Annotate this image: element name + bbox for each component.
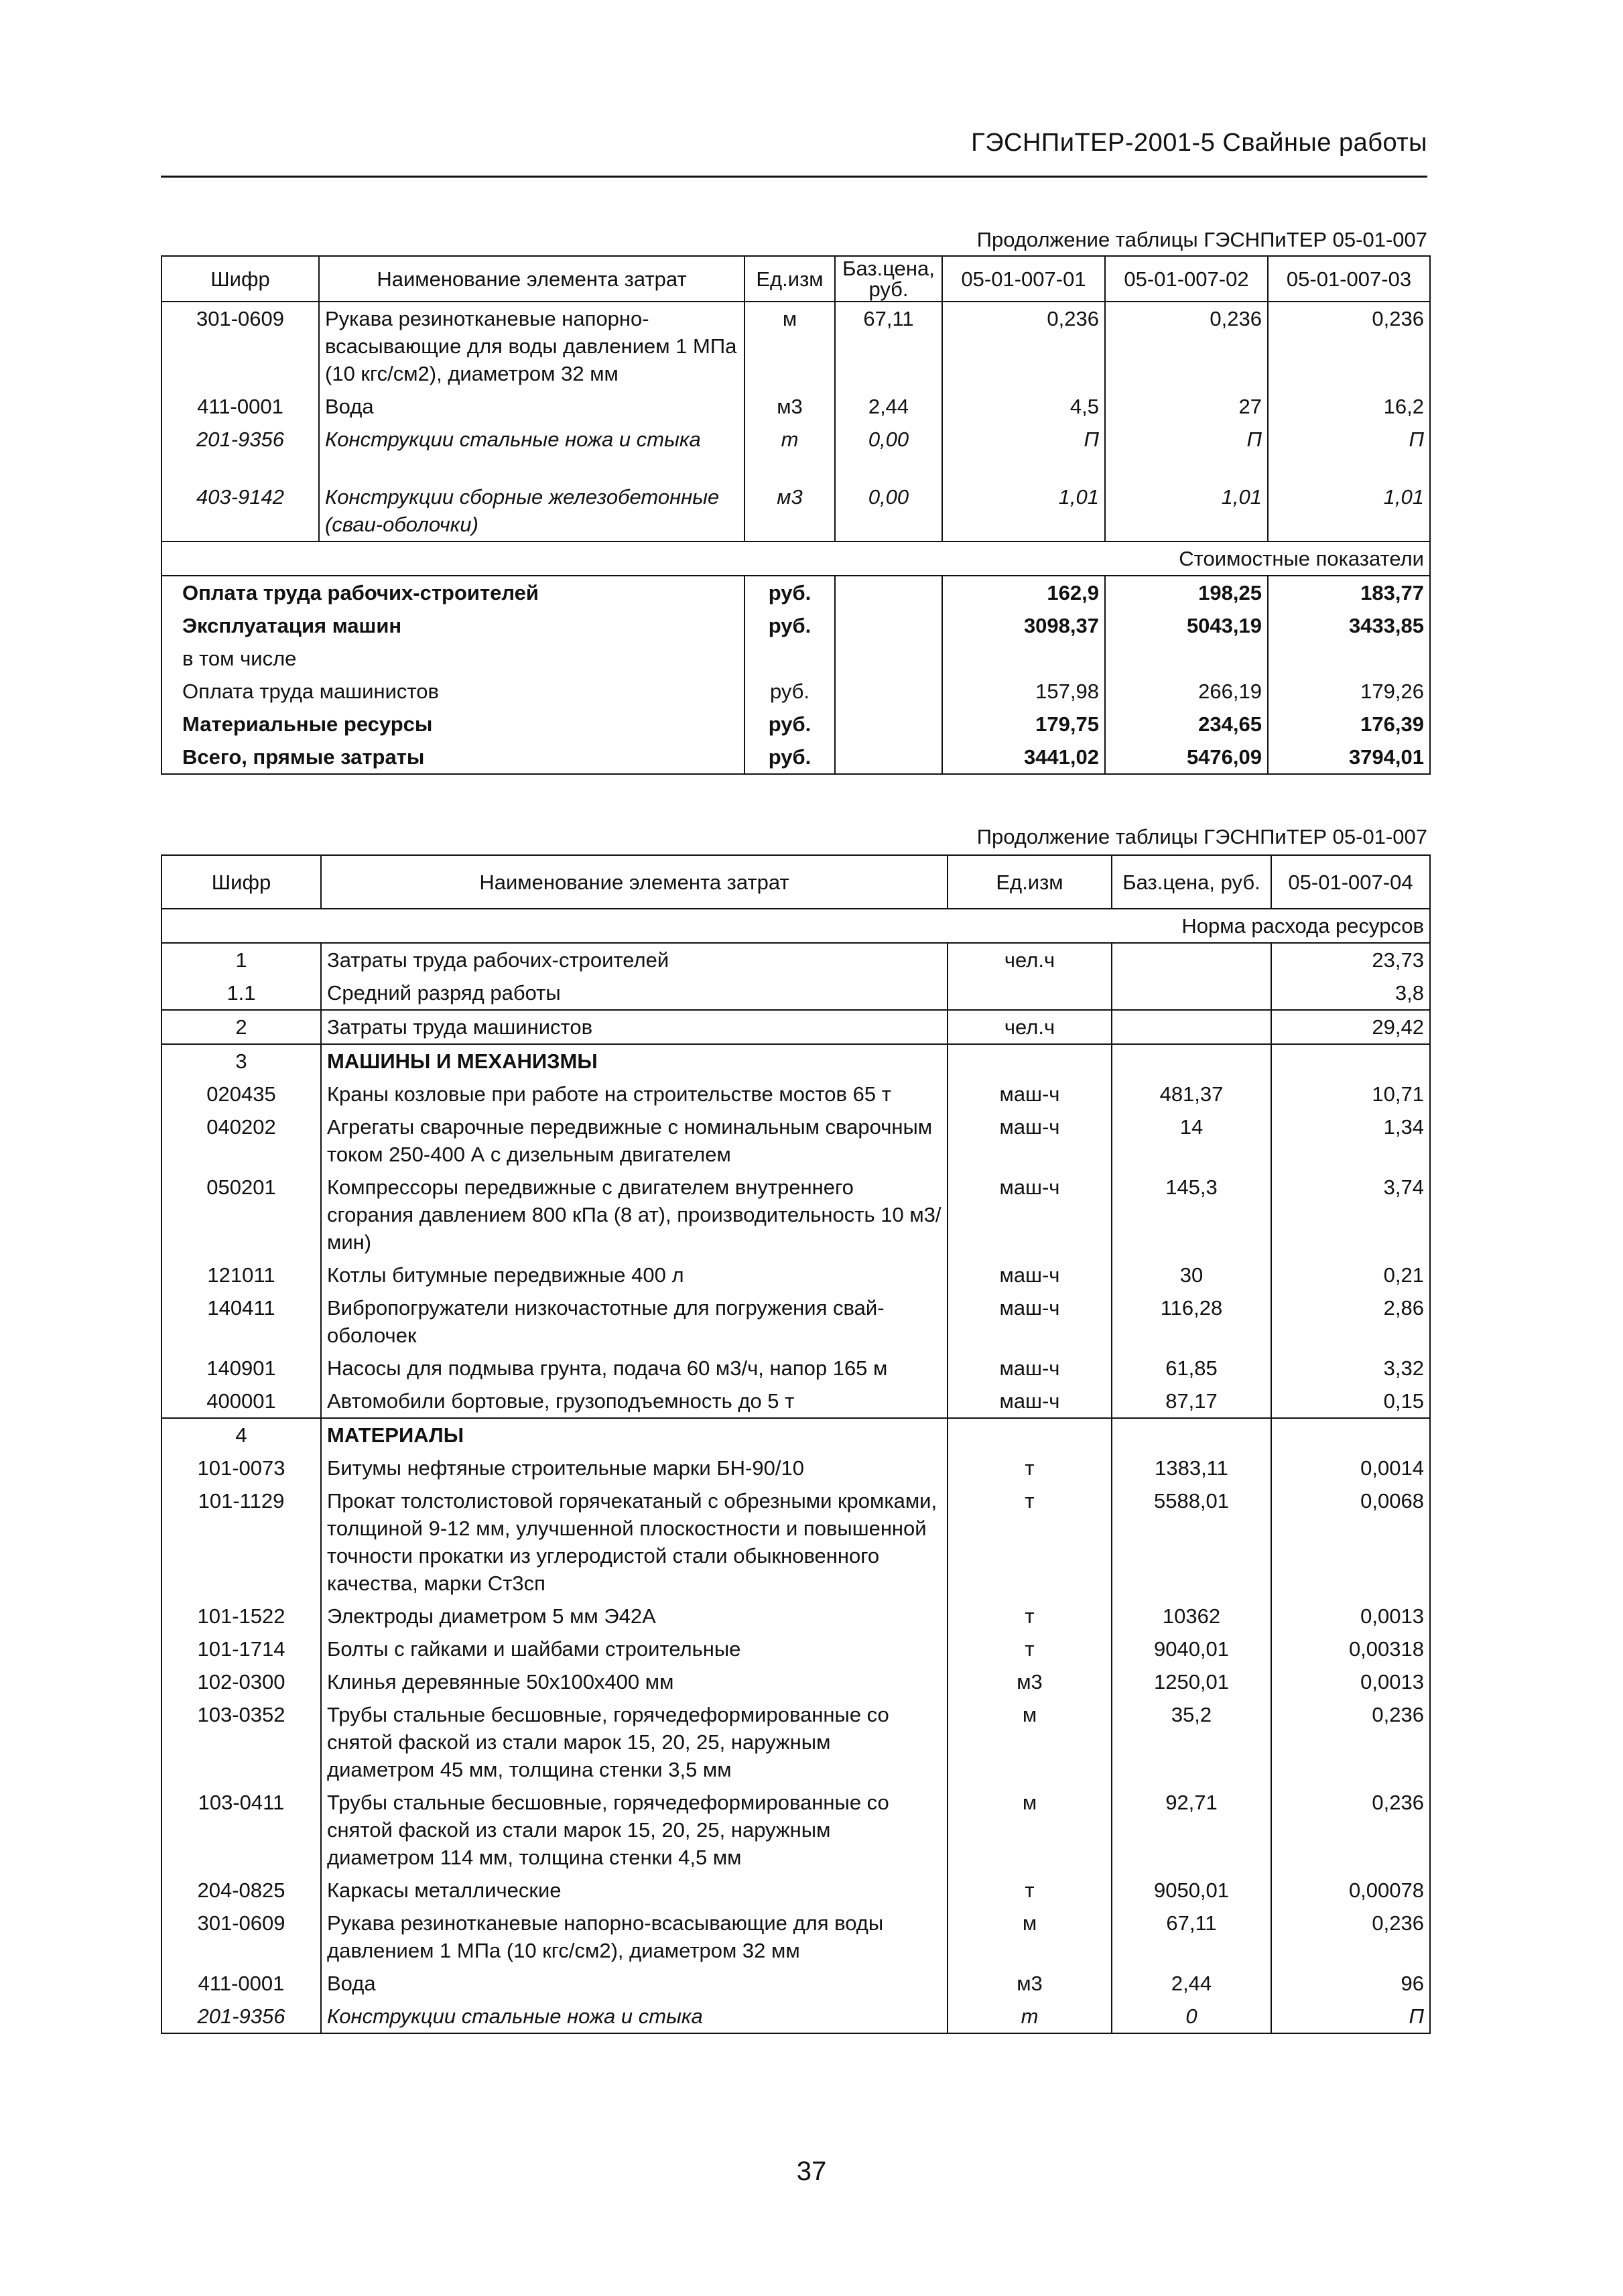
row-code: 201-9356 [161,2000,321,2033]
row-price [1112,1044,1271,1078]
row-unit: маш-ч [948,1078,1112,1110]
cost-price-empty [835,609,942,642]
cost-value-3: 179,26 [1268,675,1430,708]
row-price: 9050,01 [1112,1874,1271,1907]
row-name: Прокат толстолистовой горячекатаный с обрезными кромками, толщиной 9-12 мм, улучшенной плоскостности и повышенной точности прокатки из углеродистой стали обыкновенного качества, марки Ст3сп [321,1484,948,1600]
cost-value-2: 234,65 [1105,708,1268,741]
row-unit: м3 [744,390,835,423]
row-value: 0,15 [1271,1385,1430,1418]
row-value: 1,34 [1271,1110,1430,1171]
cost-unit: руб. [744,576,835,609]
row-code: 411-0001 [161,1967,321,2000]
cost-value-3: 3794,01 [1268,741,1430,774]
table2-caption: Продолжение таблицы ГЭСНПиТЕР 05-01-007 [976,825,1427,848]
cost-value-3: 176,39 [1268,708,1430,741]
row-name: Трубы стальные бесшовные, горячедеформированные со снятой фаской из стали марок 15, 20, 25, наружным диаметром 45 мм, толщина стенки 3,5 мм [321,1698,948,1786]
row-price: 1250,01 [1112,1665,1271,1698]
t2-header-unit: Ед.изм [948,855,1112,909]
cost-label: Всего, прямые затраты [161,741,744,774]
table-1 [161,255,1431,775]
row-value: 0,21 [1271,1259,1430,1291]
row-value: 10,71 [1271,1078,1430,1110]
row-price: 0 [1112,2000,1271,2033]
cost-row [161,609,1430,642]
row-price: 92,71 [1112,1786,1271,1874]
row-unit: м [948,1786,1112,1874]
row-price [1112,1010,1271,1044]
row-name: Клинья деревянные 50х100х400 мм [321,1665,948,1698]
row-code: 101-0073 [161,1452,321,1484]
t1-header-code: Шифр [161,256,319,302]
row-value-3: 16,2 [1268,390,1430,423]
cost-value-1: 157,98 [942,675,1105,708]
row-name: Электроды диаметром 5 мм Э42А [321,1600,948,1633]
cost-value-3: 3433,85 [1268,609,1430,642]
table-row [161,1291,1430,1352]
row-price: 0,00 [835,481,942,541]
row-value: 0,0013 [1271,1665,1430,1698]
cost-price-empty [835,708,942,741]
t2-header-code: Шифр [161,855,321,909]
cost-unit: руб. [744,675,835,708]
row-value: 0,00318 [1271,1633,1430,1665]
row-price: 67,11 [835,302,942,390]
cost-value-3: 183,77 [1268,576,1430,609]
row-price: 14 [1112,1110,1271,1171]
t1-header-col1: 05-01-007-01 [942,256,1105,302]
cost-row [161,741,1430,774]
table1-caption: Продолжение таблицы ГЭСНПиТЕР 05-01-007 [976,228,1427,251]
row-price: 1383,11 [1112,1452,1271,1484]
row-code: 101-1714 [161,1633,321,1665]
row-value-3: 1,01 [1268,481,1430,541]
row-code: 040202 [161,1110,321,1171]
row-name: Затраты труда рабочих-строителей [321,943,948,976]
row-value: 0,0014 [1271,1452,1430,1484]
row-code: 101-1129 [161,1484,321,1600]
row-code: 140901 [161,1352,321,1385]
row-name: Конструкции стальные ножа и стыка [319,423,744,481]
cost-value-1 [942,642,1105,675]
cost-value-3 [1268,642,1430,675]
table-row [161,1044,1430,1078]
table-row [161,1633,1430,1665]
row-value: 0,0013 [1271,1600,1430,1633]
row-name: Затраты труда машинистов [321,1010,948,1044]
section-row [161,541,1430,576]
cost-value-2: 5043,19 [1105,609,1268,642]
section-label: Норма расхода ресурсов [161,909,1430,943]
row-price: 0,00 [835,423,942,481]
cost-unit: руб. [744,609,835,642]
cost-value-2: 198,25 [1105,576,1268,609]
row-code: 204-0825 [161,1874,321,1907]
table-row [161,1967,1430,2000]
table-row [161,423,1430,481]
row-value-3: 0,236 [1268,302,1430,390]
table-row [161,1786,1430,1874]
row-price [1112,1418,1271,1452]
row-name: Вода [321,1967,948,2000]
row-unit: маш-ч [948,1171,1112,1259]
row-name: Болты с гайками и шайбами строительные [321,1633,948,1665]
row-name: Рукава резинотканевые напорно-всасывающие для воды давлением 1 МПа (10 кгс/см2), диаметром 32 мм [319,302,744,390]
row-name: Агрегаты сварочные передвижные с номинальным сварочным током 250-400 А с дизельным двигателем [321,1110,948,1171]
table-row [161,1698,1430,1786]
table-row [161,1665,1430,1698]
row-name: Трубы стальные бесшовные, горячедеформированные со снятой фаской из стали марок 15, 20, 25, наружным диаметром 114 мм, толщина стенки 4,5 мм [321,1786,948,1874]
row-code: 1.1 [161,976,321,1010]
table-row [161,1452,1430,1484]
row-unit: т [948,1633,1112,1665]
row-value [1271,1418,1430,1452]
row-value: 0,236 [1271,1907,1430,1967]
table-row [161,1171,1430,1259]
row-name: Краны козловые при работе на строительстве мостов 65 т [321,1078,948,1110]
row-name: Каркасы металлические [321,1874,948,1907]
row-code: 2 [161,1010,321,1044]
row-code: 102-0300 [161,1665,321,1698]
table-row [161,1078,1430,1110]
row-value-1: 4,5 [942,390,1105,423]
row-price: 5588,01 [1112,1484,1271,1600]
cost-label: в том числе [161,642,744,675]
cost-price-empty [835,741,942,774]
row-price: 30 [1112,1259,1271,1291]
row-unit: маш-ч [948,1291,1112,1352]
cost-row [161,576,1430,609]
header-rule [161,176,1427,178]
table-row [161,390,1430,423]
t1-header-name: Наименование элемента затрат [319,256,744,302]
t1-header-col3: 05-01-007-03 [1268,256,1430,302]
row-unit [948,976,1112,1010]
row-value-2: 0,236 [1105,302,1268,390]
row-price: 35,2 [1112,1698,1271,1786]
table-row [161,1010,1430,1044]
row-unit: т [948,1874,1112,1907]
row-unit: т [744,423,835,481]
cost-label: Оплата труда рабочих-строителей [161,576,744,609]
page-header-title: ГЭСНПиТЕР-2001-5 Свайные работы [971,129,1427,157]
row-code: 050201 [161,1171,321,1259]
cost-value-1: 179,75 [942,708,1105,741]
table-2 [161,854,1431,2034]
row-value: 3,8 [1271,976,1430,1010]
row-unit: т [948,1600,1112,1633]
row-unit: маш-ч [948,1110,1112,1171]
row-unit: м3 [948,1665,1112,1698]
cost-label: Эксплуатация машин [161,609,744,642]
row-value-2: 27 [1105,390,1268,423]
row-unit: м [744,302,835,390]
table-row [161,1907,1430,1967]
row-code: 3 [161,1044,321,1078]
row-unit [948,1044,1112,1078]
row-price: 116,28 [1112,1291,1271,1352]
row-value: 29,42 [1271,1010,1430,1044]
row-value: 23,73 [1271,943,1430,976]
row-name: МАШИНЫ И МЕХАНИЗМЫ [321,1044,948,1078]
row-price: 87,17 [1112,1385,1271,1418]
row-unit: т [948,1452,1112,1484]
row-value: П [1271,2000,1430,2033]
t2-header-price: Баз.цена, руб. [1112,855,1271,909]
row-value-1: П [942,423,1105,481]
row-code: 4 [161,1418,321,1452]
row-unit: маш-ч [948,1385,1112,1418]
table-row [161,302,1430,390]
page-number: 37 [796,2157,827,2186]
row-name: Рукава резинотканевые напорно-всасывающие для воды давлением 1 МПа (10 кгс/см2), диаметром 32 мм [321,1907,948,1967]
row-unit: маш-ч [948,1352,1112,1385]
row-code: 103-0411 [161,1786,321,1874]
table-row [161,481,1430,541]
row-code: 301-0609 [161,302,319,390]
row-value: 0,236 [1271,1786,1430,1874]
row-value: 2,86 [1271,1291,1430,1352]
cost-price-empty [835,576,942,609]
table-row [161,1874,1430,1907]
row-name: Конструкции стальные ножа и стыка [321,2000,948,2033]
row-code: 140411 [161,1291,321,1352]
cost-unit: руб. [744,708,835,741]
cost-unit [744,642,835,675]
row-code: 201-9356 [161,423,319,481]
row-value: 3,32 [1271,1352,1430,1385]
table-row [161,1600,1430,1633]
cost-value-2 [1105,642,1268,675]
row-unit: м3 [948,1967,1112,2000]
cost-label: Оплата труда машинистов [161,675,744,708]
row-price: 10362 [1112,1600,1271,1633]
row-unit: м [948,1698,1112,1786]
row-price: 2,44 [835,390,942,423]
t2-header-name: Наименование элемента затрат [321,855,948,909]
cost-value-2: 266,19 [1105,675,1268,708]
row-name: Вибропогружатели низкочастотные для погружения свай-оболочек [321,1291,948,1352]
row-code: 121011 [161,1259,321,1291]
row-name: Автомобили бортовые, грузоподъемность до 5 т [321,1385,948,1418]
table-row [161,1352,1430,1385]
row-value-1: 1,01 [942,481,1105,541]
row-name: Котлы битумные передвижные 400 л [321,1259,948,1291]
row-name: МАТЕРИАЛЫ [321,1418,948,1452]
row-name: Средний разряд работы [321,976,948,1010]
table-row [161,1484,1430,1600]
row-value-2: 1,01 [1105,481,1268,541]
row-code: 101-1522 [161,1600,321,1633]
table-row [161,2000,1430,2033]
row-value: 3,74 [1271,1171,1430,1259]
row-name: Компрессоры передвижные с двигателем внутреннего сгорания давлением 800 кПа (8 ат), производительность 10 м3/мин) [321,1171,948,1259]
row-unit [948,1418,1112,1452]
row-price: 481,37 [1112,1078,1271,1110]
row-unit: маш-ч [948,1259,1112,1291]
table-row [161,1110,1430,1171]
table-row [161,976,1430,1010]
table-row [161,1418,1430,1452]
cost-value-2: 5476,09 [1105,741,1268,774]
cost-price-empty [835,675,942,708]
table-row [161,943,1430,976]
row-price [1112,943,1271,976]
row-price [1112,976,1271,1010]
row-price: 145,3 [1112,1171,1271,1259]
section-label: Стоимостные показатели [161,541,1430,576]
row-value-3: П [1268,423,1430,481]
row-code: 020435 [161,1078,321,1110]
row-unit: т [948,2000,1112,2033]
table-row [161,1385,1430,1418]
row-code: 103-0352 [161,1698,321,1786]
row-name: Насосы для подмыва грунта, подача 60 м3/ч, напор 165 м [321,1352,948,1385]
row-value-1: 0,236 [942,302,1105,390]
cost-value-1: 3098,37 [942,609,1105,642]
row-value-2: П [1105,423,1268,481]
t1-header-price: Баз.цена, руб. [835,256,942,302]
row-unit: чел.ч [948,1010,1112,1044]
row-unit: т [948,1484,1112,1600]
row-value: 0,0068 [1271,1484,1430,1600]
row-code: 403-9142 [161,481,319,541]
row-code: 400001 [161,1385,321,1418]
row-code: 301-0609 [161,1907,321,1967]
cost-unit: руб. [744,741,835,774]
row-value: 96 [1271,1967,1430,2000]
row-price: 61,85 [1112,1352,1271,1385]
cost-price-empty [835,642,942,675]
row-price: 9040,01 [1112,1633,1271,1665]
t2-header-col4: 05-01-007-04 [1271,855,1430,909]
row-unit: м [948,1907,1112,1967]
cost-row [161,708,1430,741]
row-value: 0,00078 [1271,1874,1430,1907]
cost-label: Материальные ресурсы [161,708,744,741]
row-code: 411-0001 [161,390,319,423]
row-name: Вода [319,390,744,423]
row-name: Конструкции сборные железобетонные (сваи-оболочки) [319,481,744,541]
cost-row [161,675,1430,708]
row-code: 1 [161,943,321,976]
cost-value-1: 3441,02 [942,741,1105,774]
row-value [1271,1044,1430,1078]
t1-header-unit: Ед.изм [744,256,835,302]
section-row [161,909,1430,943]
t1-header-col2: 05-01-007-02 [1105,256,1268,302]
row-value: 0,236 [1271,1698,1430,1786]
row-unit: м3 [744,481,835,541]
row-price: 2,44 [1112,1967,1271,2000]
row-unit: чел.ч [948,943,1112,976]
table-row [161,1259,1430,1291]
row-price: 67,11 [1112,1907,1271,1967]
cost-row [161,642,1430,675]
row-name: Битумы нефтяные строительные марки БН-90/10 [321,1452,948,1484]
cost-value-1: 162,9 [942,576,1105,609]
